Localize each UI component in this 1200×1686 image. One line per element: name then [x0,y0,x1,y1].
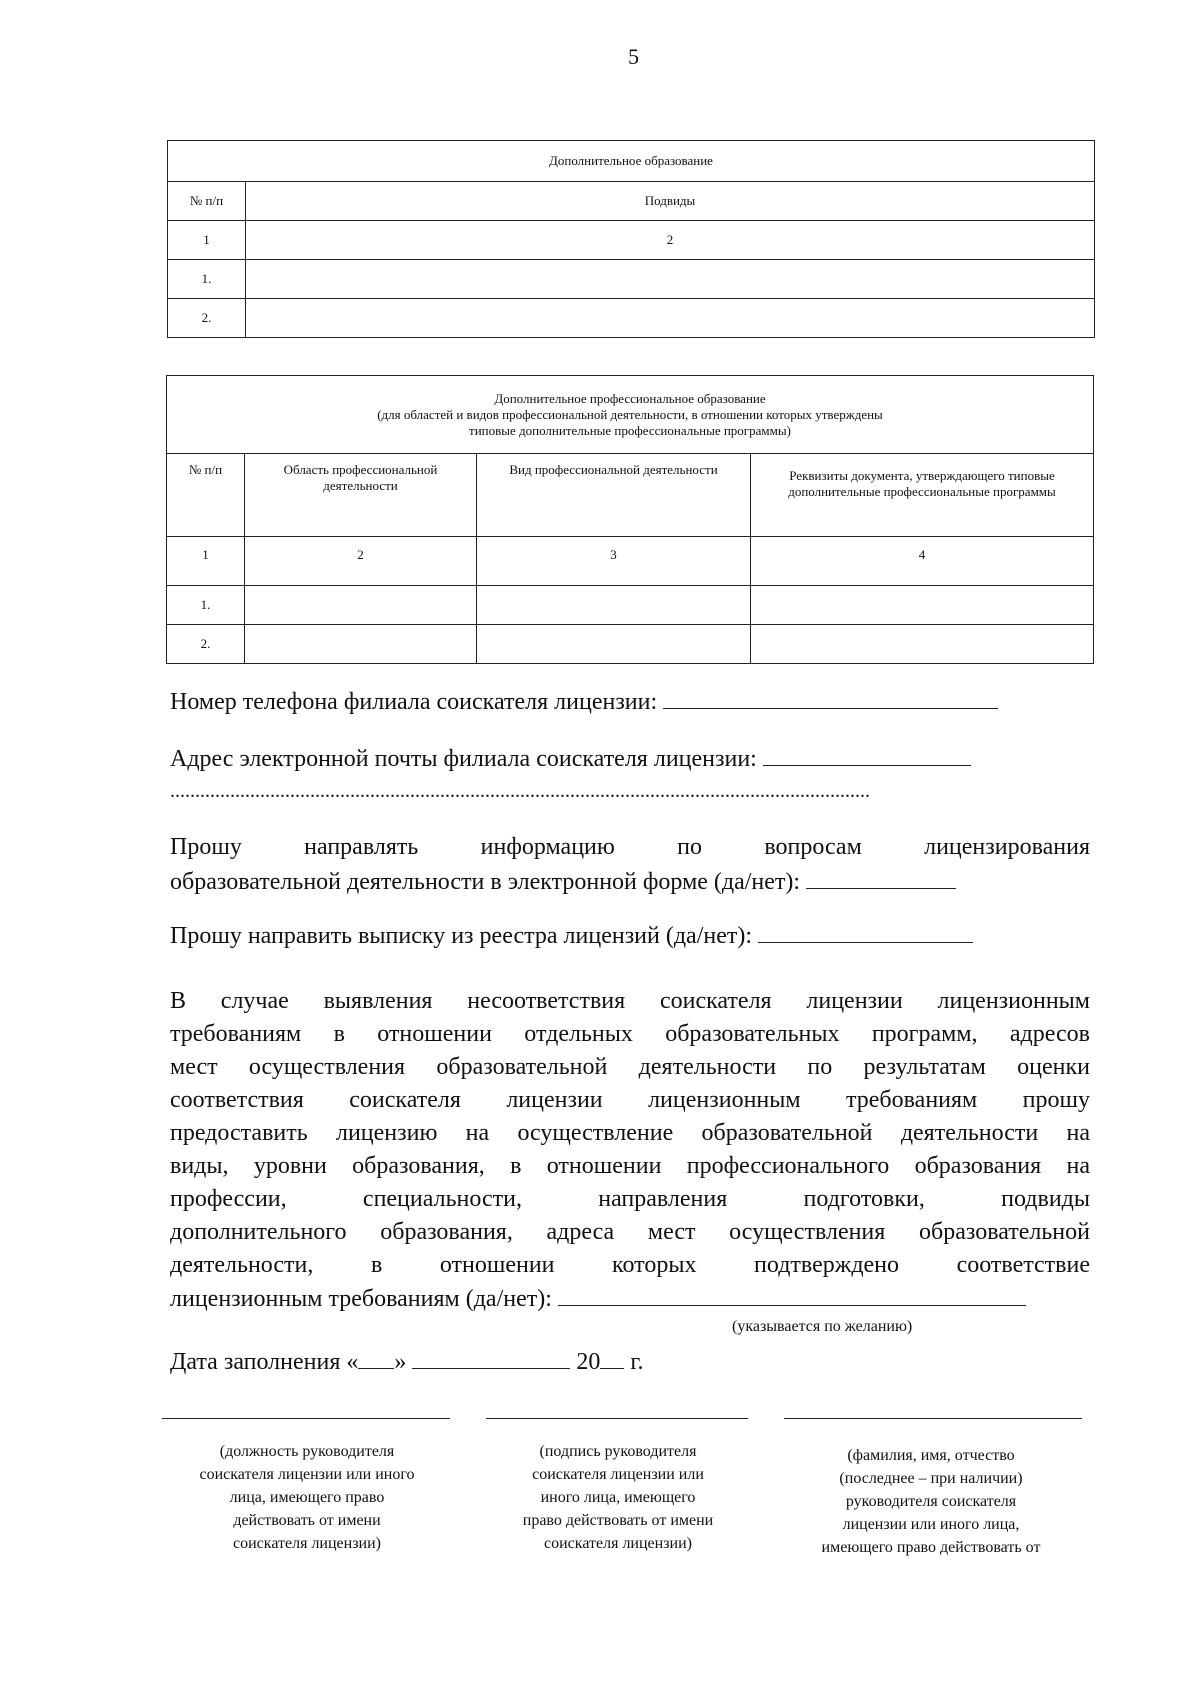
table2-col-area: Область профессиональной деятельности [245,454,477,537]
para-line1: В случае выявления несоответствия соискателя лицензии лицензионным [170,988,1090,1014]
signature-caption-line: соискателя лицензии или [532,1466,704,1483]
signature-caption-line: соискателя лицензии) [544,1535,692,1552]
position-caption-line: действовать от имени [233,1512,381,1529]
position-signature-line[interactable] [162,1418,450,1419]
para-line4: соответствия соискателя лицензии лицензионным требованиям прошу [170,1087,1090,1113]
position-caption-line: соискателя лицензии) [233,1535,381,1552]
additional-professional-education-table [166,375,1094,664]
table1-row-num: 2. [168,299,246,338]
table2-index-cell: 4 [751,537,1094,586]
para-line3: мест осуществления образовательной деятельности по результатам оценки [170,1054,1090,1080]
signature-caption-line: право действовать от имени [522,1512,714,1529]
table-row [168,299,1095,338]
para-line2: требованиям в отношении отдельных образовательных программ, адресов [170,1021,1090,1047]
date-month-field[interactable] [412,1346,570,1369]
date-day-field[interactable] [358,1346,394,1369]
para-line5: предоставить лицензию на осуществление образовательной деятельности на [170,1120,1090,1146]
electronic-row [170,866,1090,897]
name-caption-line: (фамилия, имя, отчество [847,1447,1015,1464]
table2-row-cell [477,625,751,664]
table2-col-kind: Вид профессиональной деятельности [477,454,751,537]
para-line6: виды, уровни образования, в отношении профессионального образования на [170,1153,1090,1179]
position-caption-line: (должность руководителя [219,1443,395,1460]
table2-row-cell [245,586,477,625]
para-line10: лицензионным требованиям (да/нет): [170,1286,552,1312]
date-suffix: г. [630,1349,644,1375]
table1-col-subtypes: Подвиды [246,182,1095,221]
signature-caption [478,1440,758,1555]
signature-caption-line: (подпись руководителя [539,1443,697,1460]
name-caption-line: лицензии или иного лица, [842,1516,1020,1533]
table1-row-num: 1. [168,260,246,299]
para-line9: деятельности, в отношении которых подтверждено соответствие [170,1252,1090,1278]
date-year-field[interactable] [600,1346,624,1369]
table1-row-value [246,299,1095,338]
para-line7: профессии, специальности, направления подготовки, подвиды [170,1186,1090,1212]
name-caption-line: имеющего право действовать от [821,1539,1041,1556]
table1-col-num: № п/п [168,182,246,221]
table2-title-line1: Дополнительное профессиональное образование [494,390,766,406]
para-last-row [170,1283,1090,1314]
table2-title [167,376,1094,454]
signature-caption-line: иного лица, имеющего [540,1489,696,1506]
name-signature-line[interactable] [784,1418,1082,1419]
extract-row [170,920,1090,951]
position-caption [152,1440,462,1555]
phone-field[interactable] [663,686,998,709]
extract-field[interactable] [758,920,973,943]
date-row [170,1346,1070,1377]
table2-row-num: 2. [167,625,245,664]
phone-label: Номер телефона филиала соискателя лицензии: [170,689,658,715]
electronic-label: образовательной деятельности в электронной форме (да/нет): [170,869,801,895]
phone-row [170,686,1090,717]
table1-index-cell: 2 [246,221,1095,260]
email-row [170,743,1090,774]
position-caption-line: лица, имеющего право [229,1489,385,1506]
para-line8: дополнительного образования, адреса мест осуществления образовательной [170,1219,1090,1245]
signature-line[interactable] [486,1418,748,1419]
electronic-field[interactable] [806,866,956,889]
table2-index-cell: 3 [477,537,751,586]
table1-row-value [246,260,1095,299]
extract-label: Прошу направить выписку из реестра лицензий (да/нет): [170,923,753,949]
optional-note: (указывается по желанию) [732,1318,913,1335]
table-row [168,260,1095,299]
table2-row-cell [477,586,751,625]
date-year-prefix: 20 [576,1349,601,1375]
table2-index-cell: 1 [167,537,245,586]
table2-row-cell [245,625,477,664]
table2-row-cell [751,625,1094,664]
email-field[interactable] [763,743,971,766]
table2-index-cell: 2 [245,537,477,586]
table2-title-line3: типовые дополнительные профессиональные программы) [469,422,791,438]
name-caption-line: (последнее – при наличии) [839,1470,1023,1487]
table-row [167,586,1094,625]
table2-col-doc: Реквизиты документа, утверждающего типовые дополнительные профессиональные программы [751,454,1094,537]
electronic-line1: Прошу направлять информацию по вопросам лицензирования [170,834,1090,860]
name-caption [776,1444,1086,1559]
table1-index-cell: 1 [168,221,246,260]
email-dotted-line: ............................................................................................................................................ [170,780,870,802]
table2-title-line2: (для областей и видов профессиональной деятельности, в отношении которых утверждены [377,406,883,422]
email-label: Адрес электронной почты филиала соискателя лицензии: [170,746,757,772]
table-row [167,625,1094,664]
table2-col-num: № п/п [167,454,245,537]
additional-education-table [167,140,1095,338]
page-number: 5 [628,44,639,69]
name-caption-line: руководителя соискателя [845,1493,1017,1510]
date-close: » [394,1349,407,1375]
table1-title: Дополнительное образование [168,141,1095,182]
license-choice-field[interactable] [558,1283,1026,1306]
position-caption-line: соискателя лицензии или иного [199,1466,415,1483]
table2-row-cell [751,586,1094,625]
date-label: Дата заполнения « [170,1349,359,1375]
table2-row-num: 1. [167,586,245,625]
